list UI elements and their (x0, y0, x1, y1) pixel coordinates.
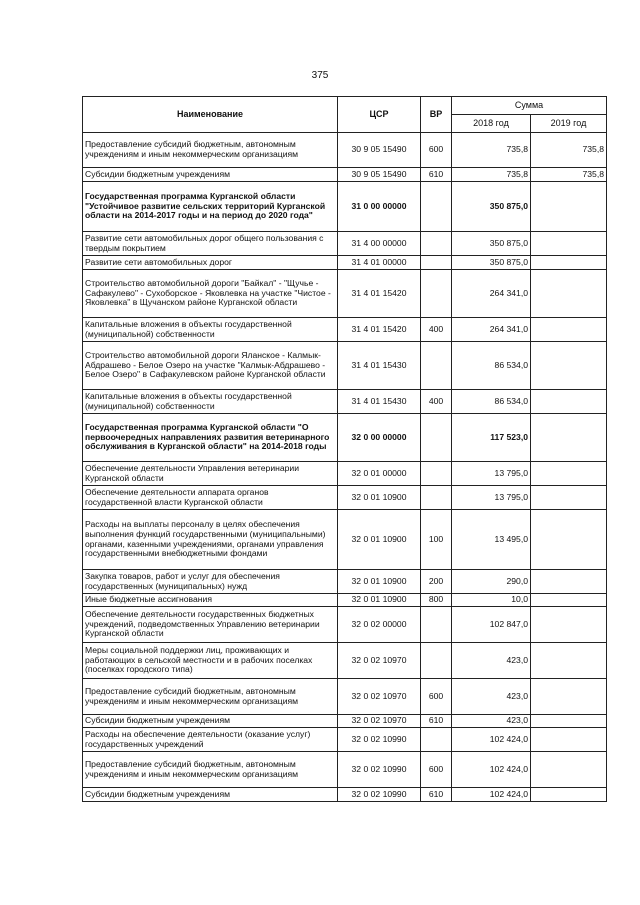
table-row (83, 270, 607, 318)
row-csr: 30 9 05 15490 (338, 133, 421, 168)
row-vr: 200 (421, 570, 452, 594)
row-amount-2018: 423,0 (452, 715, 531, 728)
row-csr: 32 0 01 10900 (338, 510, 421, 570)
row-amount-2018: 13 795,0 (452, 486, 531, 510)
row-name: Субсидии бюджетным учреждениям (83, 788, 338, 802)
row-vr (421, 462, 452, 486)
table-row (83, 168, 607, 182)
row-amount-2019 (531, 390, 607, 414)
row-amount-2018: 350 875,0 (452, 232, 531, 256)
row-amount-2019 (531, 607, 607, 643)
row-name: Государственная программа Курганской области "Устойчивое развитие сельских территорий Курганской области на 2014-2017 годы и на период до 2020 года" (83, 182, 338, 232)
row-vr: 610 (421, 168, 452, 182)
row-csr: 32 0 02 10970 (338, 643, 421, 679)
row-csr: 32 0 01 10900 (338, 570, 421, 594)
row-amount-2019 (531, 414, 607, 462)
row-amount-2019 (531, 232, 607, 256)
row-amount-2019 (531, 594, 607, 607)
row-amount-2018: 423,0 (452, 679, 531, 715)
table-row (83, 715, 607, 728)
row-amount-2019 (531, 270, 607, 318)
row-amount-2018: 10,0 (452, 594, 531, 607)
row-csr: 32 0 01 10900 (338, 594, 421, 607)
table-row (83, 570, 607, 594)
row-amount-2018: 117 523,0 (452, 414, 531, 462)
row-vr (421, 182, 452, 232)
table-row (83, 256, 607, 270)
row-amount-2018: 102 424,0 (452, 728, 531, 752)
row-amount-2019 (531, 182, 607, 232)
row-csr: 32 0 02 00000 (338, 607, 421, 643)
header-name: Наименование (83, 97, 338, 133)
row-csr: 32 0 02 10990 (338, 728, 421, 752)
row-name: Предоставление субсидий бюджетным, автономным учреждениям и иным некоммерческим организациям (83, 133, 338, 168)
row-amount-2019 (531, 256, 607, 270)
row-name: Развитие сети автомобильных дорог (83, 256, 338, 270)
row-amount-2018: 350 875,0 (452, 256, 531, 270)
row-name: Государственная программа Курганской области "О первоочередных направлениях развития ветеринарного обслуживания в Курганской области" на 2014-2018 годы (83, 414, 338, 462)
table-row (83, 510, 607, 570)
row-csr: 32 0 02 10990 (338, 788, 421, 802)
row-csr: 32 0 01 10900 (338, 486, 421, 510)
row-name: Капитальные вложения в объекты государственной (муниципальной) собственности (83, 390, 338, 414)
row-amount-2019 (531, 570, 607, 594)
row-amount-2018: 13 795,0 (452, 462, 531, 486)
header-sum: Сумма (452, 97, 607, 115)
row-amount-2018: 423,0 (452, 643, 531, 679)
row-csr: 31 4 01 15420 (338, 270, 421, 318)
row-amount-2019 (531, 318, 607, 342)
row-csr: 31 4 01 15430 (338, 390, 421, 414)
row-amount-2018: 102 424,0 (452, 788, 531, 802)
table-row (83, 342, 607, 390)
table-row (83, 643, 607, 679)
header-year-2018: 2018 год (452, 115, 531, 133)
row-vr (421, 342, 452, 390)
row-vr (421, 414, 452, 462)
row-vr: 600 (421, 679, 452, 715)
row-amount-2019 (531, 510, 607, 570)
table-row (83, 486, 607, 510)
row-csr: 31 4 01 15420 (338, 318, 421, 342)
row-amount-2019 (531, 643, 607, 679)
row-name: Иные бюджетные ассигнования (83, 594, 338, 607)
row-vr (421, 728, 452, 752)
row-vr (421, 256, 452, 270)
row-name: Меры социальной поддержки лиц, проживающих и работающих в сельской местности и в рабочих поселках (поселках городского типа) (83, 643, 338, 679)
row-vr (421, 270, 452, 318)
row-name: Капитальные вложения в объекты государственной (муниципальной) собственности (83, 318, 338, 342)
row-csr: 31 4 01 15430 (338, 342, 421, 390)
row-amount-2018: 350 875,0 (452, 182, 531, 232)
row-csr: 32 0 00 00000 (338, 414, 421, 462)
table-row (83, 462, 607, 486)
row-vr (421, 607, 452, 643)
row-csr: 32 0 02 10970 (338, 679, 421, 715)
row-amount-2019 (531, 715, 607, 728)
row-csr: 31 4 01 00000 (338, 256, 421, 270)
row-name: Субсидии бюджетным учреждениям (83, 168, 338, 182)
table-row (83, 594, 607, 607)
row-name: Строительство автомобильной дороги Яланское - Калмык-Абдрашево - Белое Озеро на участке "Калмык-Абдрашево - Белое Озеро" в Сафакулевском районе Курганской области (83, 342, 338, 390)
row-amount-2019: 735,8 (531, 133, 607, 168)
row-name: Субсидии бюджетным учреждениям (83, 715, 338, 728)
row-amount-2019 (531, 728, 607, 752)
row-vr: 610 (421, 788, 452, 802)
row-csr: 32 0 02 10990 (338, 752, 421, 788)
row-amount-2018: 290,0 (452, 570, 531, 594)
row-csr: 31 4 00 00000 (338, 232, 421, 256)
row-amount-2018: 86 534,0 (452, 342, 531, 390)
row-amount-2018: 735,8 (452, 133, 531, 168)
row-vr (421, 486, 452, 510)
budget-table (82, 96, 607, 802)
row-vr: 600 (421, 133, 452, 168)
row-amount-2019: 735,8 (531, 168, 607, 182)
row-vr: 400 (421, 318, 452, 342)
table-row (83, 414, 607, 462)
table-row (83, 788, 607, 802)
row-amount-2019 (531, 679, 607, 715)
row-name: Предоставление субсидий бюджетным, автономным учреждениям и иным некоммерческим организациям (83, 679, 338, 715)
row-name: Строительство автомобильной дороги "Байкал" - "Щучье - Сафакулево" - Сухоборское - Яковлевка на участке "Чистое - Яковлевка" в Щучанском районе Курганской области (83, 270, 338, 318)
row-vr: 800 (421, 594, 452, 607)
row-name: Расходы на выплаты персоналу в целях обеспечения выполнения функций государственными (муниципальными) органами, казенными учреждениями, органами управления государственными внебюджетными фондами (83, 510, 338, 570)
table-body (83, 133, 607, 802)
row-amount-2019 (531, 752, 607, 788)
row-name: Обеспечение деятельности Управления ветеринарии Курганской области (83, 462, 338, 486)
row-csr: 31 0 00 00000 (338, 182, 421, 232)
table-row (83, 728, 607, 752)
row-vr (421, 643, 452, 679)
table-row (83, 752, 607, 788)
row-vr: 610 (421, 715, 452, 728)
row-amount-2018: 102 424,0 (452, 752, 531, 788)
header-csr: ЦСР (338, 97, 421, 133)
row-csr: 32 0 01 00000 (338, 462, 421, 486)
row-csr: 30 9 05 15490 (338, 168, 421, 182)
row-amount-2018: 264 341,0 (452, 270, 531, 318)
table-row (83, 232, 607, 256)
row-amount-2018: 102 847,0 (452, 607, 531, 643)
row-csr: 32 0 02 10970 (338, 715, 421, 728)
page-number: 375 (311, 70, 329, 81)
table-row (83, 607, 607, 643)
row-name: Закупка товаров, работ и услуг для обеспечения государственных (муниципальных) нужд (83, 570, 338, 594)
row-name: Предоставление субсидий бюджетным, автономным учреждениям и иным некоммерческим организациям (83, 752, 338, 788)
table-row (83, 390, 607, 414)
row-name: Обеспечение деятельности государственных бюджетных учреждений, подведомственных Управлению ветеринарии Курганской области (83, 607, 338, 643)
row-amount-2018: 264 341,0 (452, 318, 531, 342)
row-vr: 400 (421, 390, 452, 414)
row-amount-2018: 13 495,0 (452, 510, 531, 570)
table-row (83, 182, 607, 232)
table-row (83, 679, 607, 715)
row-amount-2019 (531, 788, 607, 802)
table-row (83, 318, 607, 342)
row-vr: 600 (421, 752, 452, 788)
row-amount-2019 (531, 342, 607, 390)
row-name: Развитие сети автомобильных дорог общего пользования с твердым покрытием (83, 232, 338, 256)
header-year-2019: 2019 год (531, 115, 607, 133)
row-vr (421, 232, 452, 256)
row-name: Расходы на обеспечение деятельности (оказание услуг) государственных учреждений (83, 728, 338, 752)
row-amount-2018: 735,8 (452, 168, 531, 182)
row-amount-2018: 86 534,0 (452, 390, 531, 414)
row-vr: 100 (421, 510, 452, 570)
row-name: Обеспечение деятельности аппарата органов государственной власти Курганской области (83, 486, 338, 510)
row-amount-2019 (531, 486, 607, 510)
table-row (83, 133, 607, 168)
row-amount-2019 (531, 462, 607, 486)
header-vr: ВР (421, 97, 452, 133)
